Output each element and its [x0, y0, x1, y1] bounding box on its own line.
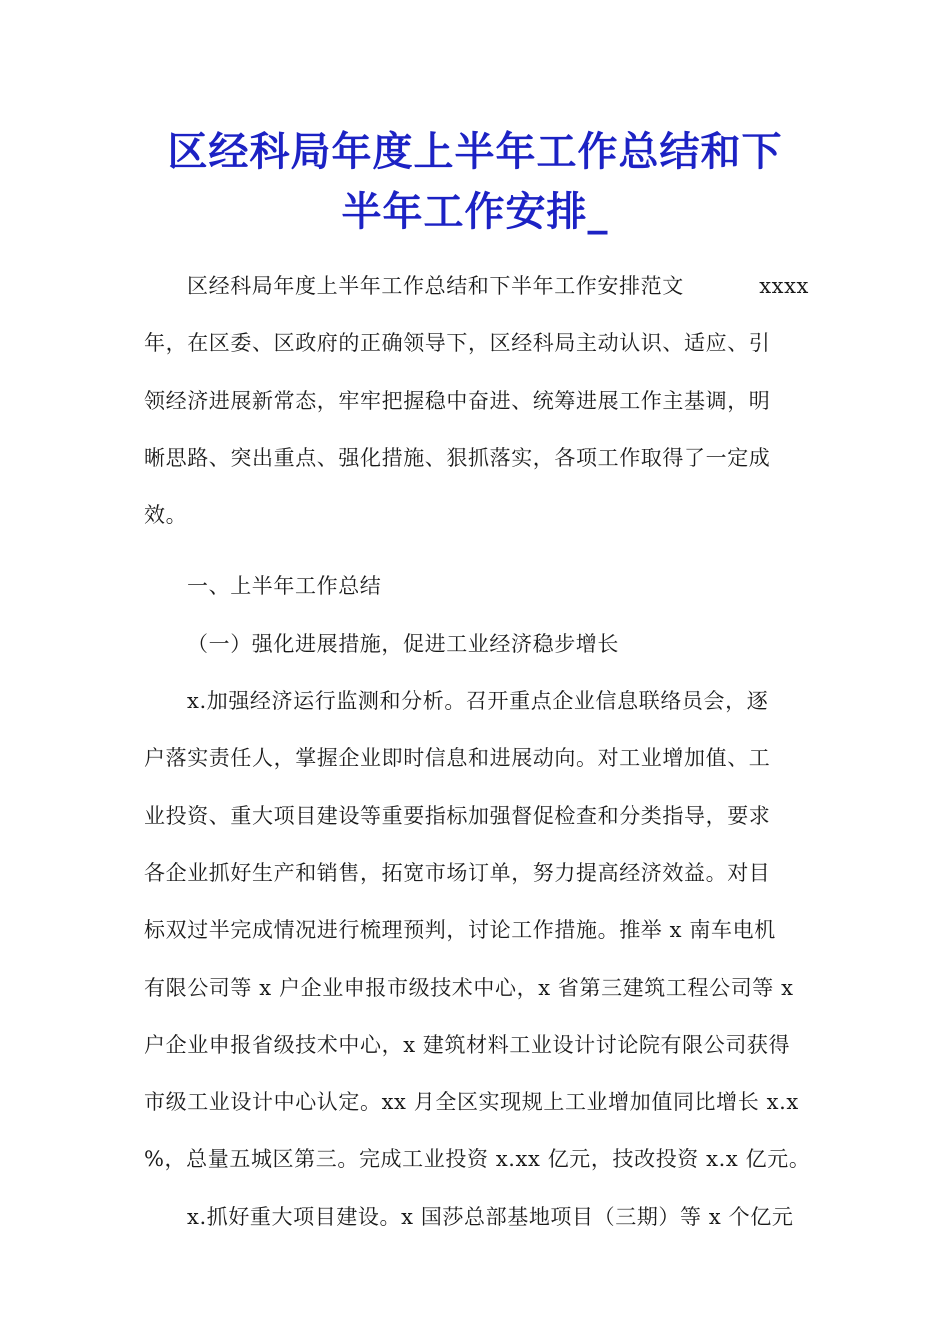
paragraph-gap [144, 544, 809, 558]
para1-line: 户企业申报省级技术中心，x 建筑材料工业设计讨论院有限公司获得 [144, 1032, 791, 1057]
para2-first-line: x.抓好重大项目建设。x 国莎总部基地项目（三期）等 x 个亿元 [187, 1204, 794, 1229]
intro-first-line [144, 258, 809, 315]
para1-line: x.加强经济运行监测和分析。召开重点企业信息联络员会，逐 [187, 689, 769, 714]
para1-line: %，总量五城区第三。完成工业投资 x.xx 亿元，技改投资 x.x 亿元。 [144, 1147, 811, 1172]
section-heading: 一、上半年工作总结 [187, 574, 382, 599]
intro-line: 晰思路、突出重点、强化措施、狠抓落实，各项工作取得了一定成 [144, 445, 771, 470]
intro-year: xxxx [759, 274, 809, 298]
para1-line: 业投资、重大项目建设等重要指标加强督促检查和分类指导，要求 [144, 803, 771, 828]
title-line-2: 半年工作安排_ [341, 189, 609, 235]
para1-line: 有限公司等 x 户企业申报市级技术中心，x 省第三建筑工程公司等 x [144, 975, 794, 1000]
para1-line: 各企业抓好生产和销售，拓宽市场订单，努力提高经济效益。对目 [144, 860, 771, 885]
para1-line: 市级工业设计中心认定。xx 月全区实现规上工业增加值同比增长 x.x [144, 1090, 799, 1115]
intro-first-text: 区经科局年度上半年工作总结和下半年工作安排范文 [187, 274, 684, 298]
subsection-heading: （一）强化进展措施，促进工业经济稳步增长 [187, 631, 619, 656]
title-line-1: 区经科局年度上半年工作总结和下 [167, 129, 783, 175]
intro-line: 效。 [144, 503, 188, 528]
document-body [144, 258, 809, 1246]
intro-line: 年，在区委、区政府的正确领导下，区经科局主动认识、适应、引 [144, 331, 771, 356]
document-title [100, 122, 850, 242]
para1-line: 户落实责任人，掌握企业即时信息和进展动向。对工业增加值、工 [144, 746, 771, 771]
para1-line: 标双过半完成情况进行梳理预判，讨论工作措施。推举 x 南车电机 [144, 918, 776, 943]
intro-line: 领经济进展新常态，牢牢把握稳中奋进、统筹进展工作主基调，明 [144, 388, 771, 413]
